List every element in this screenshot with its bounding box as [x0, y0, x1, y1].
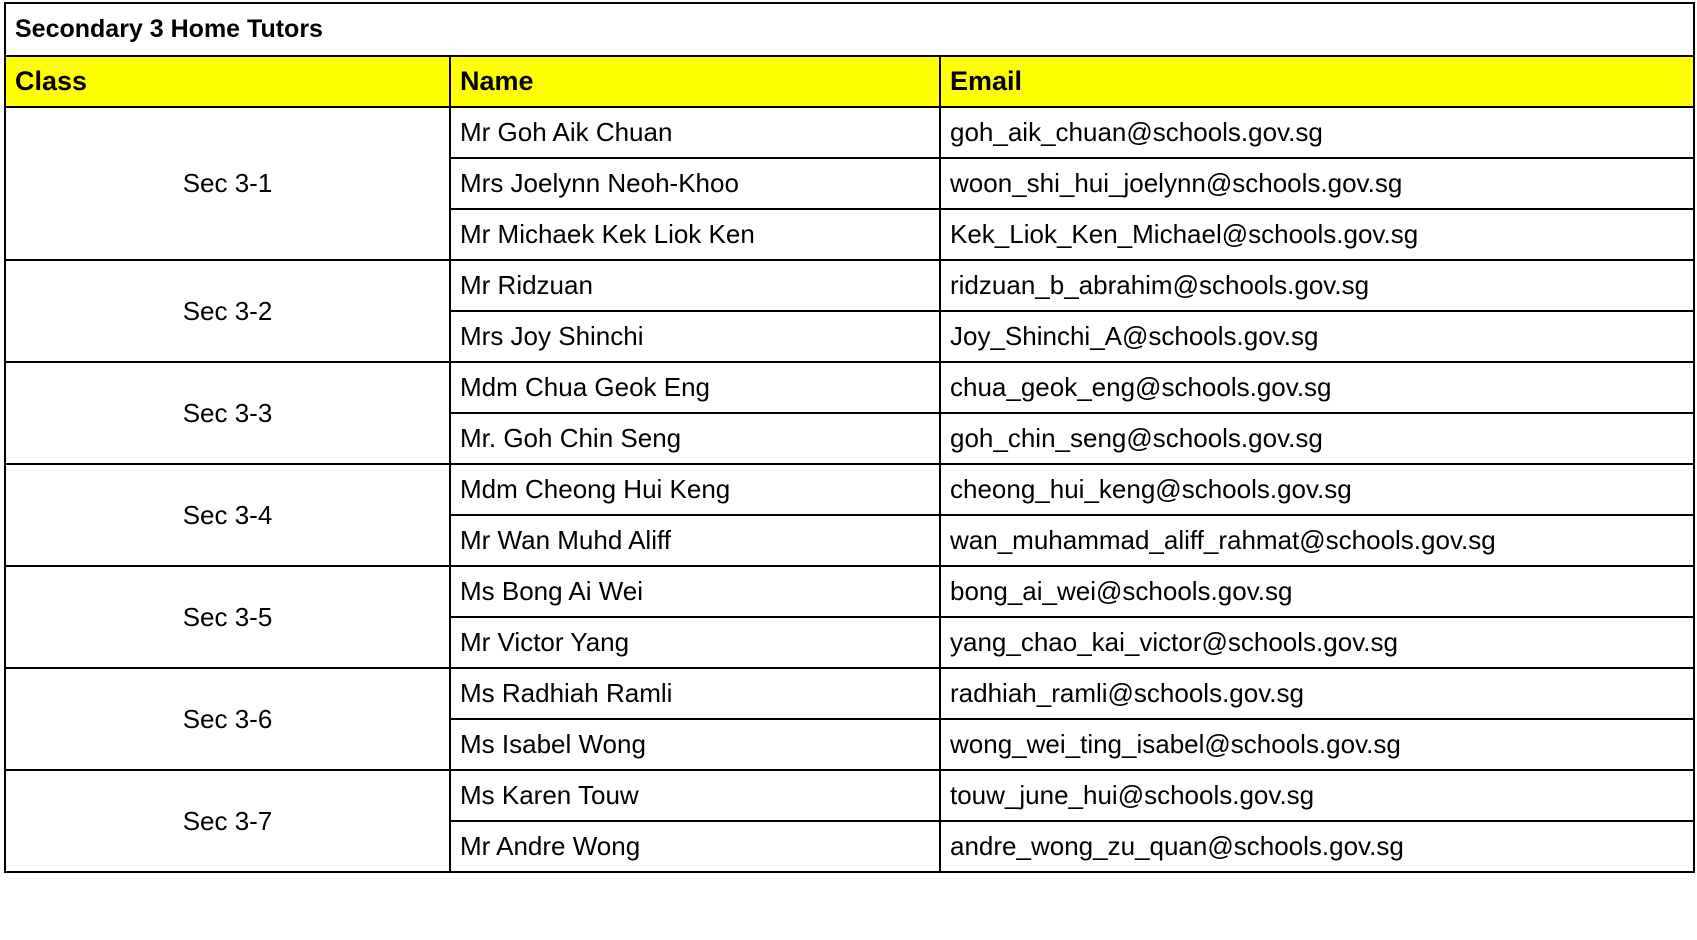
header-name: Name: [450, 56, 940, 107]
tutor-name-cell: Mr Victor Yang: [450, 617, 940, 668]
tutor-email-cell: goh_aik_chuan@schools.gov.sg: [940, 107, 1694, 158]
header-class: Class: [5, 56, 450, 107]
class-cell: Sec 3-7: [5, 770, 450, 872]
tutor-name-cell: Mdm Cheong Hui Keng: [450, 464, 940, 515]
tutor-name-cell: Mr. Goh Chin Seng: [450, 413, 940, 464]
tutor-email-cell: Kek_Liok_Ken_Michael@schools.gov.sg: [940, 209, 1694, 260]
tutor-table-body: [5, 3, 1694, 872]
tutor-email-cell: Joy_Shinchi_A@schools.gov.sg: [940, 311, 1694, 362]
tutor-name-cell: Mdm Chua Geok Eng: [450, 362, 940, 413]
tutor-email-cell: cheong_hui_keng@schools.gov.sg: [940, 464, 1694, 515]
class-cell: Sec 3-4: [5, 464, 450, 566]
tutor-name-cell: Mr Ridzuan: [450, 260, 940, 311]
tutor-email-cell: andre_wong_zu_quan@schools.gov.sg: [940, 821, 1694, 872]
tutor-table: [4, 2, 1695, 873]
tutor-email-cell: wan_muhammad_aliff_rahmat@schools.gov.sg: [940, 515, 1694, 566]
tutor-email-cell: wong_wei_ting_isabel@schools.gov.sg: [940, 719, 1694, 770]
class-cell: Sec 3-3: [5, 362, 450, 464]
tutor-email-cell: touw_june_hui@schools.gov.sg: [940, 770, 1694, 821]
tutor-name-cell: Ms Bong Ai Wei: [450, 566, 940, 617]
tutor-name-cell: Ms Isabel Wong: [450, 719, 940, 770]
header-email: Email: [940, 56, 1694, 107]
tutor-name-cell: Mr Andre Wong: [450, 821, 940, 872]
tutor-name-cell: Mr Michaek Kek Liok Ken: [450, 209, 940, 260]
tutor-email-cell: woon_shi_hui_joelynn@schools.gov.sg: [940, 158, 1694, 209]
tutor-email-cell: goh_chin_seng@schools.gov.sg: [940, 413, 1694, 464]
table-row: [5, 107, 1694, 158]
tutor-name-cell: Mr Goh Aik Chuan: [450, 107, 940, 158]
tutor-name-cell: Mr Wan Muhd Aliff: [450, 515, 940, 566]
class-cell: Sec 3-1: [5, 107, 450, 260]
table-row: [5, 260, 1694, 311]
class-cell: Sec 3-2: [5, 260, 450, 362]
tutor-name-cell: Ms Radhiah Ramli: [450, 668, 940, 719]
table-row: [5, 464, 1694, 515]
tutor-email-cell: chua_geok_eng@schools.gov.sg: [940, 362, 1694, 413]
class-cell: Sec 3-5: [5, 566, 450, 668]
tutor-email-cell: bong_ai_wei@schools.gov.sg: [940, 566, 1694, 617]
tutor-name-cell: Mrs Joelynn Neoh-Khoo: [450, 158, 940, 209]
class-cell: Sec 3-6: [5, 668, 450, 770]
table-title: Secondary 3 Home Tutors: [5, 3, 1694, 56]
table-row: [5, 566, 1694, 617]
table-row: [5, 668, 1694, 719]
tutor-name-cell: Ms Karen Touw: [450, 770, 940, 821]
header-row: [5, 56, 1694, 107]
title-row: [5, 3, 1694, 56]
tutor-email-cell: ridzuan_b_abrahim@schools.gov.sg: [940, 260, 1694, 311]
tutor-email-cell: yang_chao_kai_victor@schools.gov.sg: [940, 617, 1694, 668]
tutor-email-cell: radhiah_ramli@schools.gov.sg: [940, 668, 1694, 719]
tutor-name-cell: Mrs Joy Shinchi: [450, 311, 940, 362]
table-row: [5, 362, 1694, 413]
table-row: [5, 770, 1694, 821]
